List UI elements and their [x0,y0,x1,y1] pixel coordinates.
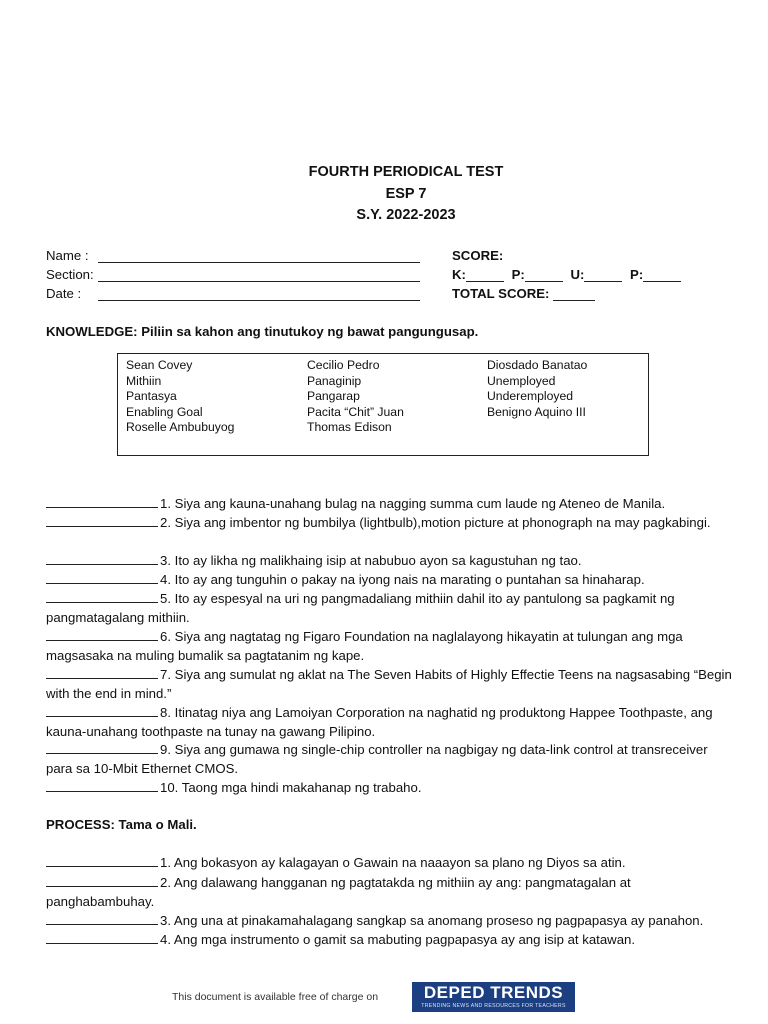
name-field[interactable] [46,248,420,263]
knowledge-item-1 [46,494,736,514]
answer-blank[interactable] [46,873,158,887]
score-k-blank[interactable] [466,269,504,282]
answer-blank[interactable] [46,551,158,565]
answer-blank[interactable] [46,513,158,527]
process-item-3 [46,911,736,931]
test-subject: ESP 7 [385,186,427,202]
question-text: 5. Ito ay espesyal na uri ng pangmadaliang mithiin dahil ito ay pantulong sa pagkamit ng pangmatagalang mithiin. [46,591,675,625]
knowledge-instruction: Piliin sa kahon ang tinutukoy ng bawat pangungusap. [141,324,479,339]
date-field[interactable] [46,286,420,301]
knowledge-title: KNOWLEDGE: [46,324,138,339]
question-text: 1. Ang bokasyon ay kalagayan o Gawain na naaayon sa plano ng Diyos sa atin. [160,855,626,870]
total-score [452,286,595,301]
choice-item: Thomas Edison [307,420,392,434]
answer-blank[interactable] [46,494,158,508]
choices-box [117,353,649,456]
choice-item: Sean Covey [126,358,193,372]
answer-blank[interactable] [46,665,158,679]
question-text: 10. Taong mga hindi makahanap ng trabaho. [160,780,422,795]
footer-text: This document is available free of charge on [172,991,379,1003]
question-text: 2. Siya ang imbentor ng bumbilya (lightbulb),motion picture at phonograph na may pagkabingi. [160,515,711,530]
question-text: 4. Ito ay ang tunguhin o pakay na iyong nais na marating o puntahan sa hinaharap. [160,572,645,587]
knowledge-item-3 [46,551,736,571]
choice-item: Roselle Ambubuyog [126,420,235,434]
choice-item: Cecilio Pedro [307,358,380,372]
answer-blank[interactable] [46,778,158,792]
score-p2-blank[interactable] [643,269,681,282]
question-text: 3. Ang una at pinakamahalagang sangkap sa anomang proseso ng pagpapasya ay panahon. [160,913,704,928]
score-label: SCORE: [452,248,504,263]
answer-blank[interactable] [46,627,158,641]
answer-blank[interactable] [46,703,158,717]
process-heading: PROCESS: Tama o Mali. [46,817,197,832]
footer [0,982,768,1014]
knowledge-heading [46,324,478,339]
question-text: 4. Ang mga instrumento o gamit sa mabuting pagpapasya ay ang isip at katawan. [160,932,636,947]
question-text: 6. Siya ang nagtatag ng Figaro Foundation na naglalayong hikayatin at tulungan ang mga magsasaka na muling bumalik sa pagtatanim ng kape. [46,629,683,663]
choice-item: Pacita “Chit” Juan [307,404,404,419]
score-p-label: P: [511,267,525,282]
answer-blank[interactable] [46,930,158,944]
date-label: Date : [46,286,82,301]
choice-item: Pangarap [307,389,360,403]
question-text: 3. Ito ay likha ng malikhaing isip at nabubuo ayon sa kagustuhan ng tao. [160,553,582,568]
total-score-label: TOTAL SCORE: [452,286,550,301]
answer-blank[interactable] [46,853,158,867]
knowledge-item-5 [46,589,736,627]
knowledge-item-10 [46,778,736,798]
process-item-2 [46,873,736,911]
process-item-4 [46,930,736,950]
answer-blank[interactable] [46,911,158,925]
question-text: 1. Siya ang kauna-unahang bulag na nagging summa cum laude ng Ateneo de Manila. [160,496,666,511]
deped-trends-logo[interactable] [412,982,575,1012]
school-year: S.Y. 2022-2023 [356,207,456,223]
choices-column-3 [487,358,587,420]
date-blank[interactable] [98,287,420,301]
logo-subtitle: TRENDING NEWS AND RESOURCES FOR TEACHERS [421,1003,566,1009]
section-field[interactable] [46,267,420,282]
process-item-1 [46,853,736,873]
choice-item: Mithiin [126,373,162,388]
choice-item: Panaginip [307,373,362,388]
knowledge-item-2 [46,513,736,533]
question-text: 9. Siya ang gumawa ng single-chip controller na nagbigay ng data-link control at transreceiver para sa 10-Mbit Ethernet CMOS. [46,742,708,776]
choice-item: Underemployed [487,389,574,403]
choice-item: Pantasya [126,389,177,403]
question-text: 8. Itinatag niya ang Lamoiyan Corporation na naghatid ng produktong Happee Toothpaste, ang kauna-unahang toothpaste na tunay na gawang Pilipino. [46,705,713,739]
choices-column-1 [126,358,234,436]
score-p2-label: P: [630,267,644,282]
knowledge-item-6 [46,627,736,665]
knowledge-item-8 [46,703,736,741]
score-p-blank[interactable] [525,269,563,282]
total-score-blank[interactable] [553,288,595,301]
test-title: FOURTH PERIODICAL TEST [308,164,504,180]
knowledge-item-9 [46,740,736,778]
name-label: Name : [46,248,89,263]
name-blank[interactable] [98,249,420,263]
choice-item: Unemployed [487,373,556,388]
choices-column-2 [307,358,404,436]
choice-item: Benigno Aquino III [487,404,586,419]
score-breakdown [452,267,685,282]
score-u-blank[interactable] [584,269,622,282]
section-blank[interactable] [98,268,420,282]
choice-item: Enabling Goal [126,404,203,419]
knowledge-item-4 [46,570,736,590]
score-u-label: U: [570,267,585,282]
score-k-label: K: [452,267,466,282]
choice-item: Diosdado Banatao [487,358,588,372]
answer-blank[interactable] [46,589,158,603]
section-label: Section: [46,267,94,282]
question-text: 7. Siya ang sumulat ng aklat na The Seven Habits of Highly Effectie Teens na nagsasabing “Begin with the end in mind.” [46,667,732,701]
question-text: 2. Ang dalawang hangganan ng pagtatakda ng mithiin ay ang: pangmatagalan at panghabambuhay. [46,875,631,909]
logo-title: DEPED TRENDS [423,983,564,1002]
answer-blank[interactable] [46,740,158,754]
knowledge-item-7 [46,665,736,703]
answer-blank[interactable] [46,570,158,584]
